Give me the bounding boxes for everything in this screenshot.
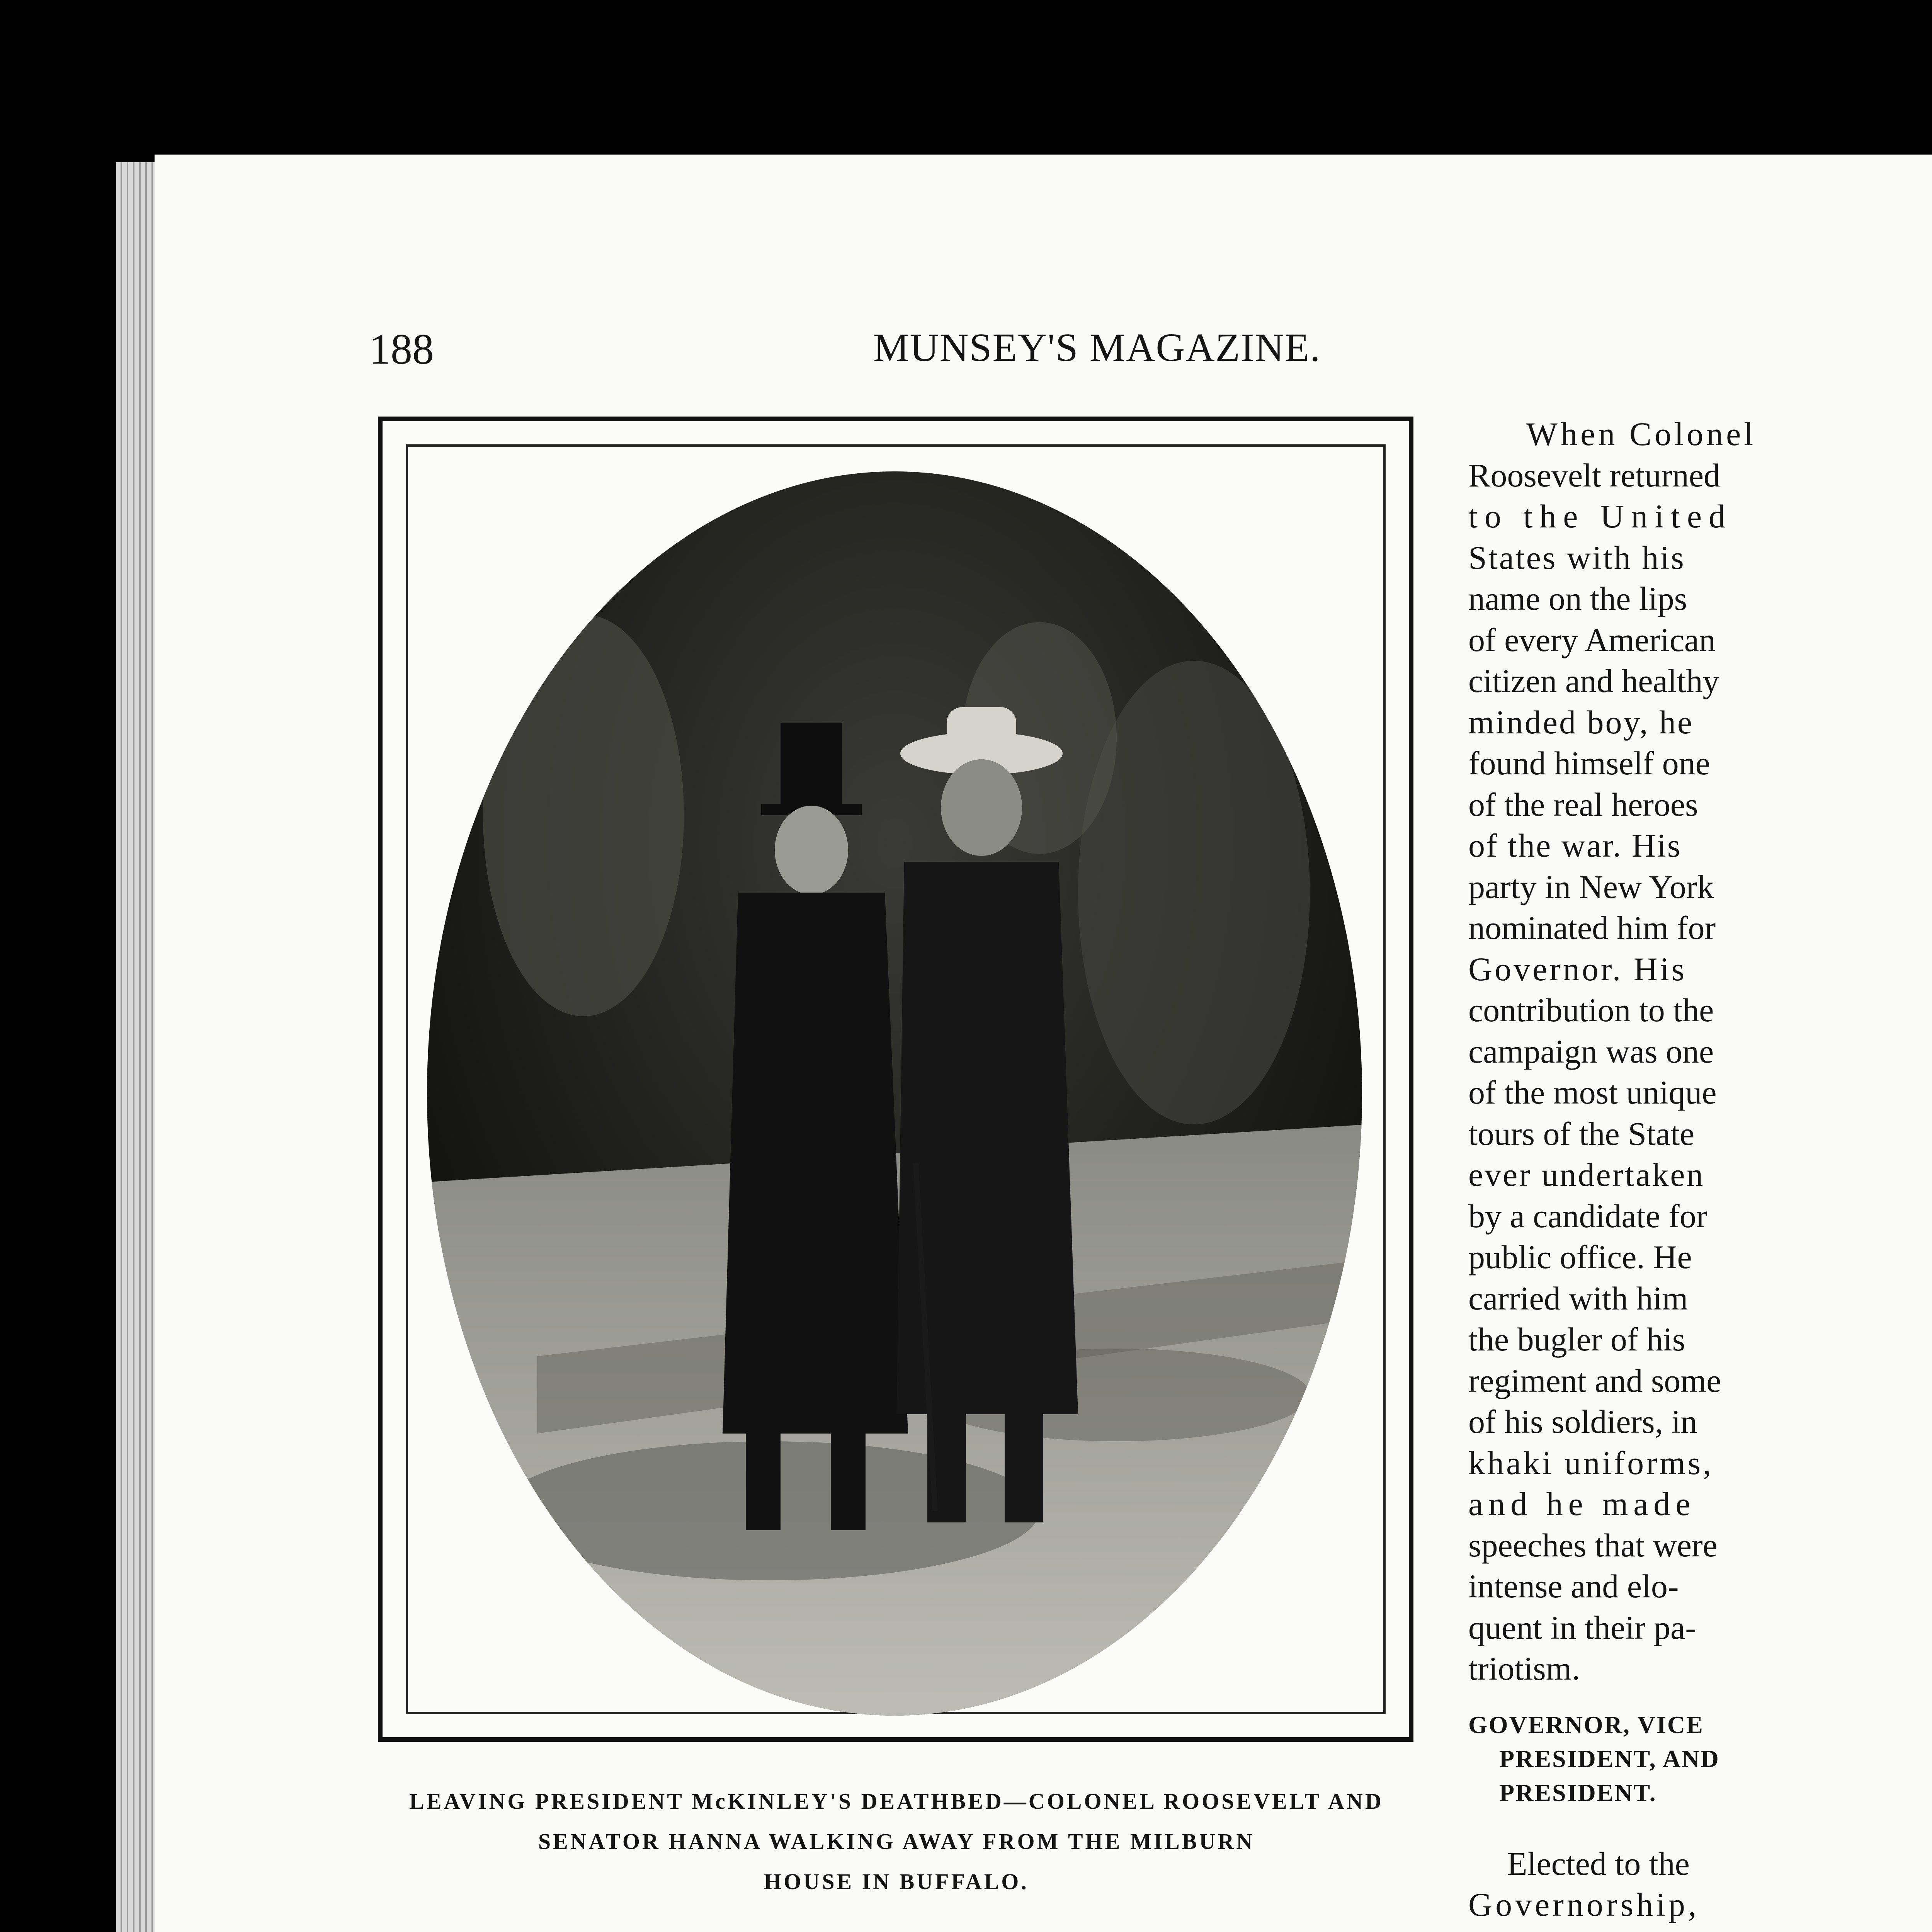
- book-page-edges: [116, 162, 158, 1932]
- text-line: to the United: [1468, 498, 1733, 535]
- text-line: speeches that were: [1468, 1526, 1718, 1564]
- text-line: quent in their pa-: [1468, 1609, 1696, 1646]
- text-line: Governorship,: [1468, 1886, 1700, 1923]
- photograph: [421, 468, 1368, 1719]
- text-line: of the most unique: [1468, 1074, 1717, 1111]
- caption-line: LEAVING PRESIDENT McKINLEY'S DEATHBED—COLONEL ROOSEVELT AND: [409, 1789, 1384, 1814]
- narrow-text-column-2: [1468, 1843, 1699, 1925]
- text-line: the bugler of his: [1468, 1321, 1685, 1358]
- text-line: regiment and some: [1468, 1362, 1721, 1399]
- text-line: Roosevelt returned: [1468, 456, 1720, 494]
- text-line: carried with him: [1468, 1279, 1688, 1317]
- page-number: 188: [369, 325, 434, 373]
- heading-line: PRESIDENT, AND: [1499, 1745, 1720, 1772]
- text-line: party in New York: [1468, 868, 1714, 905]
- text-line: campaign was one: [1468, 1032, 1714, 1070]
- text-line: public office. He: [1468, 1238, 1692, 1276]
- photo-caption: [371, 1781, 1422, 1902]
- text-line: khaki uniforms,: [1468, 1444, 1714, 1481]
- text-line: When Colonel: [1526, 415, 1757, 452]
- text-line: nominated him for: [1468, 909, 1716, 946]
- text-line: of his soldiers, in: [1468, 1403, 1697, 1440]
- text-line: intense and elo-: [1468, 1568, 1679, 1605]
- heading-line: GOVERNOR, VICE: [1468, 1711, 1704, 1738]
- text-line: Governor. His: [1468, 950, 1687, 988]
- text-line: of the war. His: [1468, 827, 1682, 864]
- text-line: of every American: [1468, 621, 1716, 658]
- text-line: contribution to the: [1468, 992, 1714, 1029]
- running-head: MUNSEY'S MAGAZINE.: [873, 325, 1321, 370]
- text-line: citizen and healthy: [1468, 662, 1719, 699]
- text-line: States with his: [1468, 539, 1685, 576]
- text-line: Elected to the: [1507, 1845, 1690, 1882]
- text-line: triotism.: [1468, 1650, 1580, 1687]
- text-line: name on the lips: [1468, 580, 1687, 617]
- text-line: minded boy, he: [1468, 703, 1694, 741]
- text-line: tours of the State: [1468, 1115, 1695, 1152]
- text-line: ever undertaken: [1468, 1156, 1705, 1193]
- text-line: found himself one: [1468, 745, 1710, 782]
- caption-line: HOUSE IN BUFFALO.: [764, 1869, 1029, 1894]
- narrow-text-column: [1468, 413, 1756, 1689]
- section-heading: [1468, 1708, 1720, 1810]
- heading-line: PRESIDENT.: [1499, 1779, 1657, 1806]
- text-line: by a candidate for: [1468, 1197, 1708, 1235]
- text-line: of the real heroes: [1468, 786, 1698, 823]
- caption-line: SENATOR HANNA WALKING AWAY FROM THE MILBURN: [538, 1829, 1255, 1854]
- text-line: and he made: [1468, 1485, 1696, 1522]
